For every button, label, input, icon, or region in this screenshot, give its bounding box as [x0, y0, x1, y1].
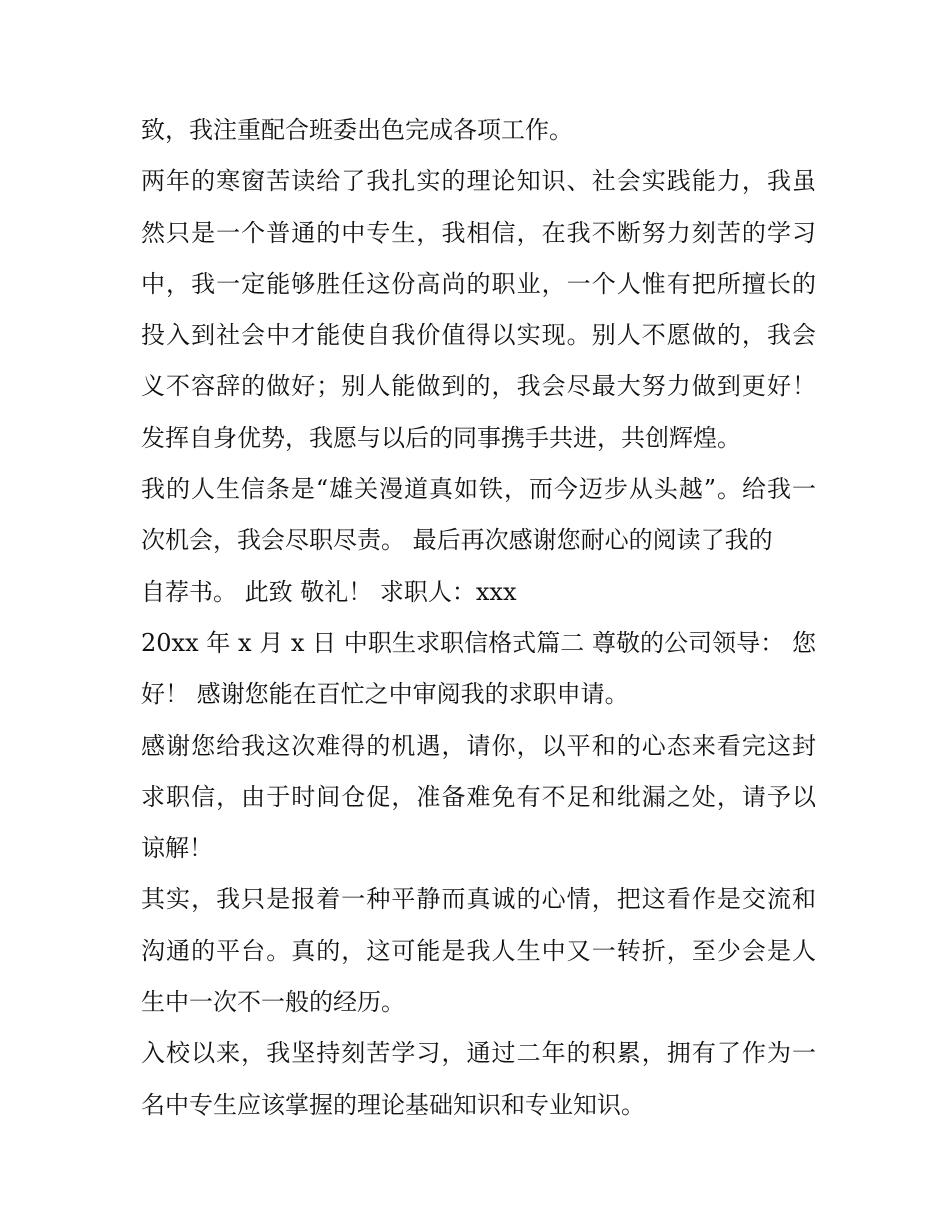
text-line: 好！ 感谢您能在百忙之中审阅我的求职申请。: [141, 680, 629, 709]
text-line: 感谢您给我这次难得的机遇，请你，以平和的心态来看完这封: [141, 731, 816, 760]
text-line: 发挥自身优势，我愿与以后的同事携手共进，共创辉煌。: [141, 423, 741, 452]
text-line: 两年的寒窗苦读给了我扎实的理论知识、社会实践能力，我虽: [141, 167, 816, 196]
text-line: 其实，我只是报着一种平静而真诚的心情，把这看作是交流和: [141, 885, 816, 914]
text-line: 我的人生信条是“雄关漫道真如铁，而今迈步从头越”。给我一: [141, 475, 816, 504]
text-line: 生中一次不一般的经历。: [141, 988, 405, 1017]
text-line: 名中专生应该掌握的理论基础知识和专业知识。: [141, 1090, 645, 1119]
text-line: 中，我一定能够胜任这份高尚的职业，一个人惟有把所擅长的: [141, 269, 816, 298]
text-line: 自荐书。 此致 敬礼！ 求职人：xxx: [141, 577, 517, 606]
text-line: 然只是一个普通的中专生，我相信，在我不断努力刻苦的学习: [141, 218, 816, 247]
text-line: 谅解！: [141, 834, 213, 863]
text-line: 20xx 年 x 月 x 日 中职生求职信格式篇二 尊敬的公司领导： 您: [141, 628, 816, 657]
text-line: 求职信，由于时间仓促，准备难免有不足和纰漏之处，请予以: [141, 782, 816, 811]
text-line: 沟通的平台。真的，这可能是我人生中又一转折，至少会是人: [141, 936, 816, 965]
text-line: 次机会，我会尽职尽责。 最后再次感谢您耐心的阅读了我的: [141, 526, 773, 555]
text-line: 投入到社会中才能使自我价值得以实现。别人不愿做的，我会: [141, 321, 816, 350]
text-line: 义不容辞的做好；别人能做到的，我会尽最大努力做到更好！: [141, 372, 816, 401]
text-line: 入校以来，我坚持刻苦学习，通过二年的积累，拥有了作为一: [141, 1039, 816, 1068]
text-line: 致，我注重配合班委出色完成各项工作。: [141, 116, 573, 144]
document-body: [141, 105, 816, 1131]
